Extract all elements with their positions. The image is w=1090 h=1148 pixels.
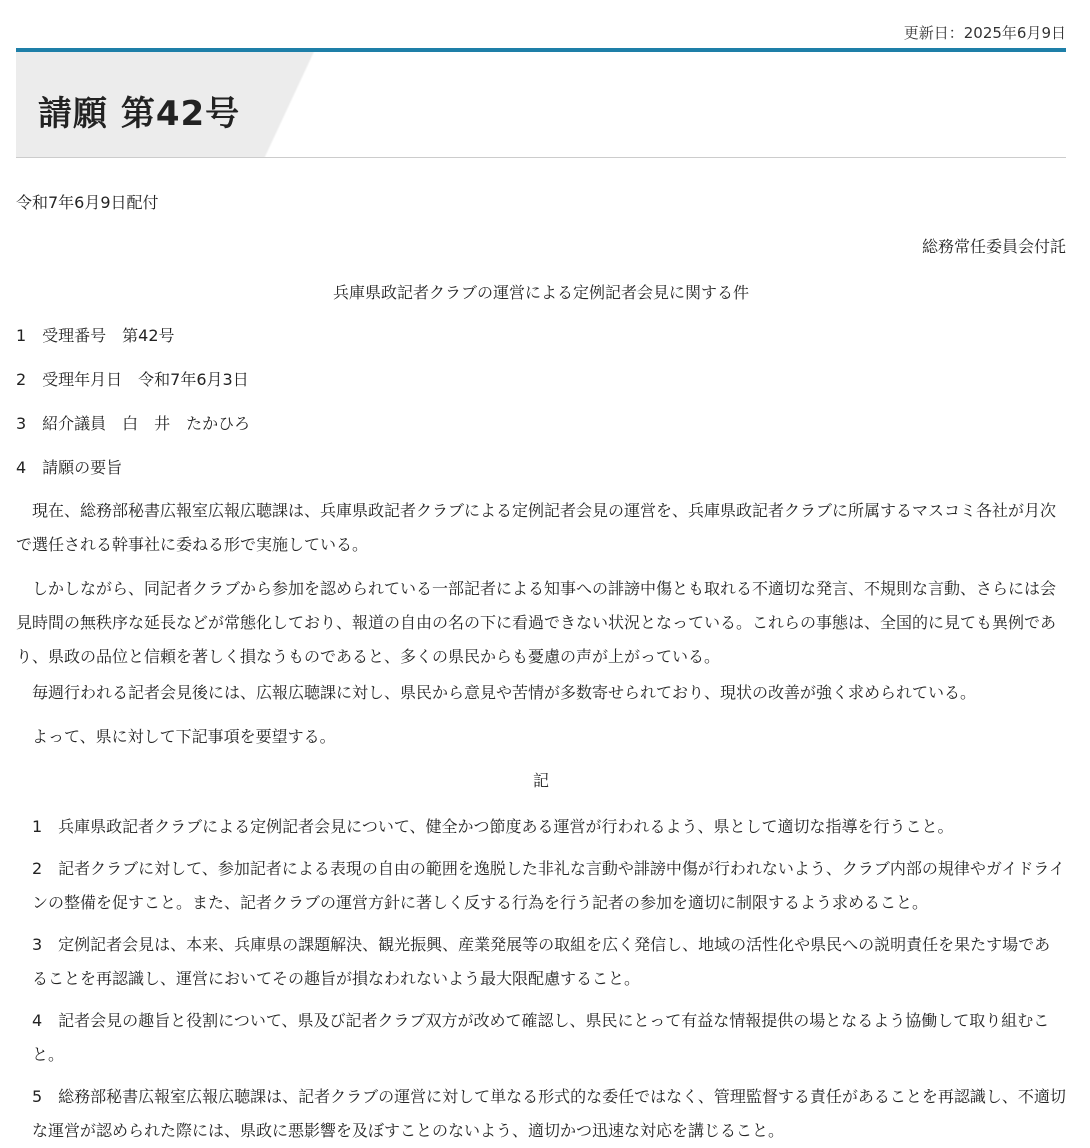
request-item: 2 記者クラブに対して、参加記者による表現の自由の範囲を逸脱した非礼な言動や誹謗中傷が行われないよう、クラブ内部の規律やガイドラインの整備を促すこと。また、記者クラブの運営方針に著しく反する行為を行う記者の参加を適切に制限するよう求めること。 — [32, 859, 1065, 912]
request-item: 1 兵庫県政記者クラブによる定例記者会見について、健全かつ節度ある運営が行われるよう、県として適切な指導を行うこと。 — [32, 817, 954, 836]
request-item: 3 定例記者会見は、本来、兵庫県の課題解決、観光振興、産業発展等の取組を広く発信し、地域の活性化や県民への説明責任を果たす場であることを再認識し、運営においてその趣旨が損なわれないよう最大限配慮すること。 — [32, 935, 1051, 988]
update-date: 更新日：2025年6月9日 — [903, 24, 1066, 42]
request-item: 5 総務部秘書広報室広報広聴課は、記者クラブの運営に対して単なる形式的な委任ではなく、管理監督する責任があることを再認識し、不適切な運営が認められた際には、県政に悪影響を及ぼすことのないよう、適切かつ迅速な対応を講じること。 — [32, 1087, 1066, 1140]
body-paragraph: 現在、総務部秘書広報室広報広聴課は、兵庫県政記者クラブによる定例記者会見の運営を、兵庫県政記者クラブに所属するマスコミ各社が月次で選任される幹事社に委ねる形で実施している。 — [16, 501, 1057, 554]
title-banner — [16, 48, 1066, 158]
distribution-date: 令和7年6月9日配付 — [16, 193, 159, 212]
committee-referral: 総務常任委員会付託 — [921, 237, 1066, 256]
ki-heading: 記 — [532, 771, 549, 790]
body-paragraph: しかしながら、同記者クラブから参加を認められている一部記者による知事への誹謗中傷とも取れる不適切な発言、不規則な言動、さらには会見時間の無秩序な延長などが常態化しており、報道の自由の名の下に看過できない状況となっている。これらの事態は、全国的に見ても異例であり、県政の品位と信頼を著しく損なうものであると、多くの県民からも憂慮の声が上がっている。 — [16, 579, 1057, 666]
field-receipt-number: 1 受理番号 第42号 — [16, 326, 175, 345]
body-paragraph: よって、県に対して下記事項を要望する。 — [32, 727, 336, 746]
petition-subject: 兵庫県政記者クラブの運営による定例記者会見に関する件 — [332, 283, 749, 302]
field-summary-heading: 4 請願の要旨 — [16, 458, 123, 477]
page-title: 請願 第42号 — [38, 94, 241, 134]
body-paragraph: 毎週行われる記者会見後には、広報広聴課に対し、県民から意見や苦情が多数寄せられており、現状の改善が強く求められている。 — [32, 683, 977, 702]
request-item: 4 記者会見の趣旨と役割について、県及び記者クラブ双方が改めて確認し、県民にとって有益な情報提供の場となるよう協働して取り組むこと。 — [32, 1011, 1050, 1064]
field-receipt-date: 2 受理年月日 令和7年6月3日 — [16, 370, 249, 389]
field-introducer: 3 紹介議員 白 井 たかひろ — [16, 414, 251, 433]
